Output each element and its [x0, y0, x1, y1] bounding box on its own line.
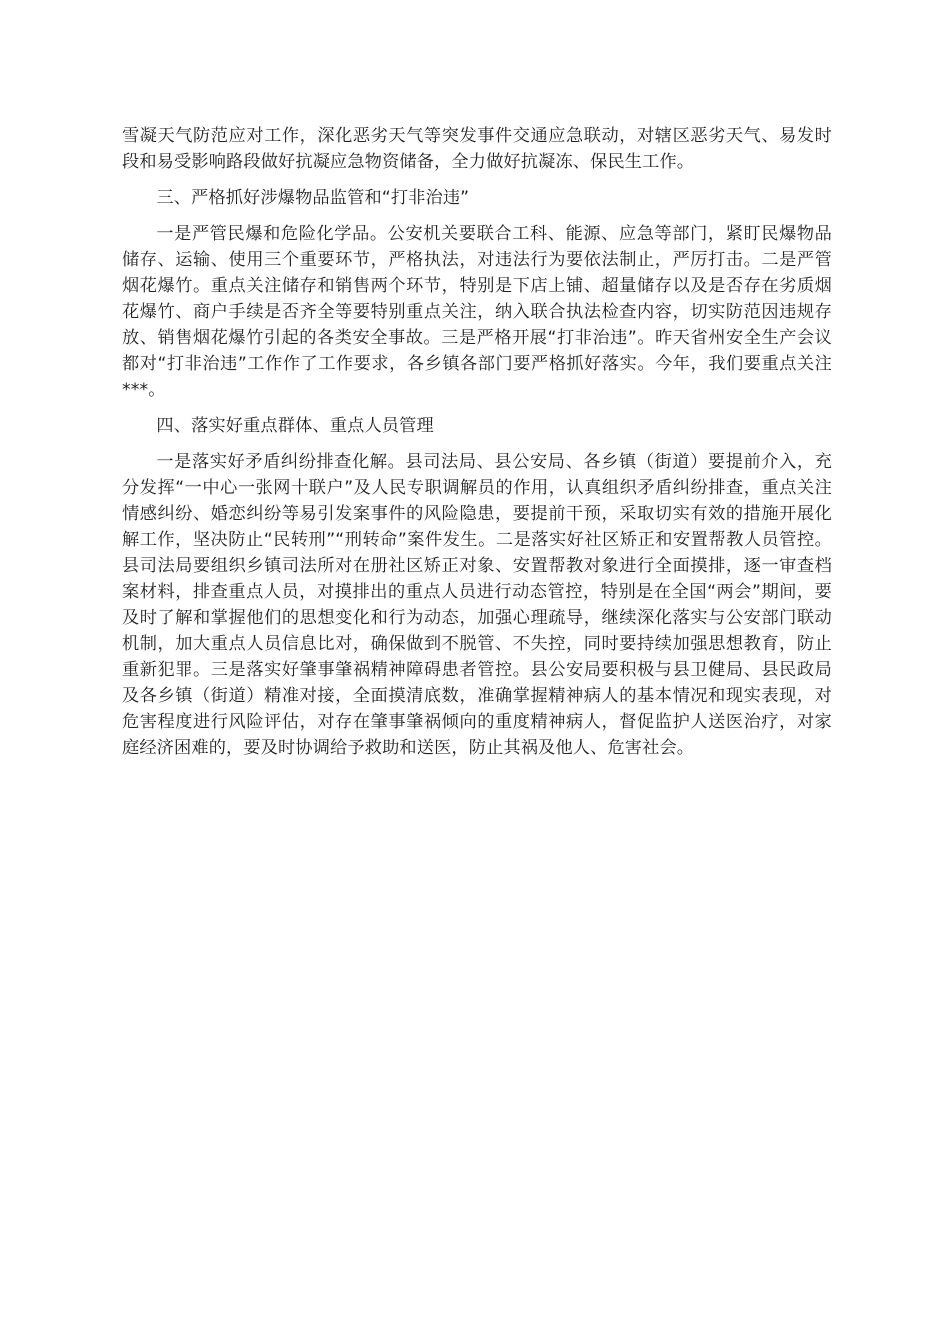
- document-body: [122, 123, 832, 761]
- paragraph-key-groups: 一是落实好矛盾纠纷排查化解。县司法局、县公安局、各乡镇（街道）要提前介入，充分发挥“一中心一张网十联户”及人民专职调解员的作用，认真组织矛盾纠纷排查，重点关注情感纠纷、婚恋纠纷等易引发案事件的风险隐患，要提前干预，采取切实有效的措施开展化解工作，坚决防止“民转刑”“刑转命”案件发生。二是落实好社区矫正和安置帮教人员管控。县司法局要组织乡镇司法所对在册社区矫正对象、安置帮教对象进行全面摸排，逐一审查档案材料，排查重点人员，对摸排出的重点人员进行动态管控，特别是在全国“两会”期间，要及时了解和掌握他们的思想变化和行为动态，加强心理疏导，继续深化落实与公安部门联动机制，加大重点人员信息比对，确保做到不脱管、不失控，同时要持续加强思想教育，防止重新犯罪。三是落实好肇事肇祸精神障碍患者管控。县公安局要积极与县卫健局、县民政局及各乡镇（街道）精准对接，全面摸清底数，准确掌握精神病人的基本情况和现实表现，对危害程度进行风险评估，对存在肇事肇祸倾向的重度精神病人，督促监护人送医治疗，对家庭经济困难的，要及时协调给予救助和送医，防止其祸及他人、危害社会。: [122, 452, 832, 758]
- section-heading-three: 三、严格抓好涉爆物品监管和“打非治违”: [156, 188, 470, 208]
- paragraph-explosives: 一是严管民爆和危险化学品。公安机关要联合工科、能源、应急等部门，紧盯民爆物品储存、运输、使用三个重要环节，严格执法，对违法行为要依法制止，严厉打击。二是严管烟花爆竹。重点关注储存和销售两个环节，特别是下店上铺、超量储存以及是否存在劣质烟花爆竹、商户手续是否齐全等要特别重点关注，纳入联合执法检查内容，切实防范因违规存放、销售烟花爆竹引起的各类安全事故。三是严格开展“打非治违”。昨天省州安全生产会议都对“打非治违”工作作了工作要求，各乡镇各部门要严格抓好落实。今年，我们要重点关注***。: [122, 224, 832, 400]
- section-heading-four: 四、落实好重点群体、重点人员管理: [156, 416, 434, 436]
- paragraph-continuation: 雪凝天气防范应对工作，深化恶劣天气等突发事件交通应急联动，对辖区恶劣天气、易发时段和易受影响路段做好抗凝应急物资储备，全力做好抗凝冻、保民生工作。: [122, 126, 832, 172]
